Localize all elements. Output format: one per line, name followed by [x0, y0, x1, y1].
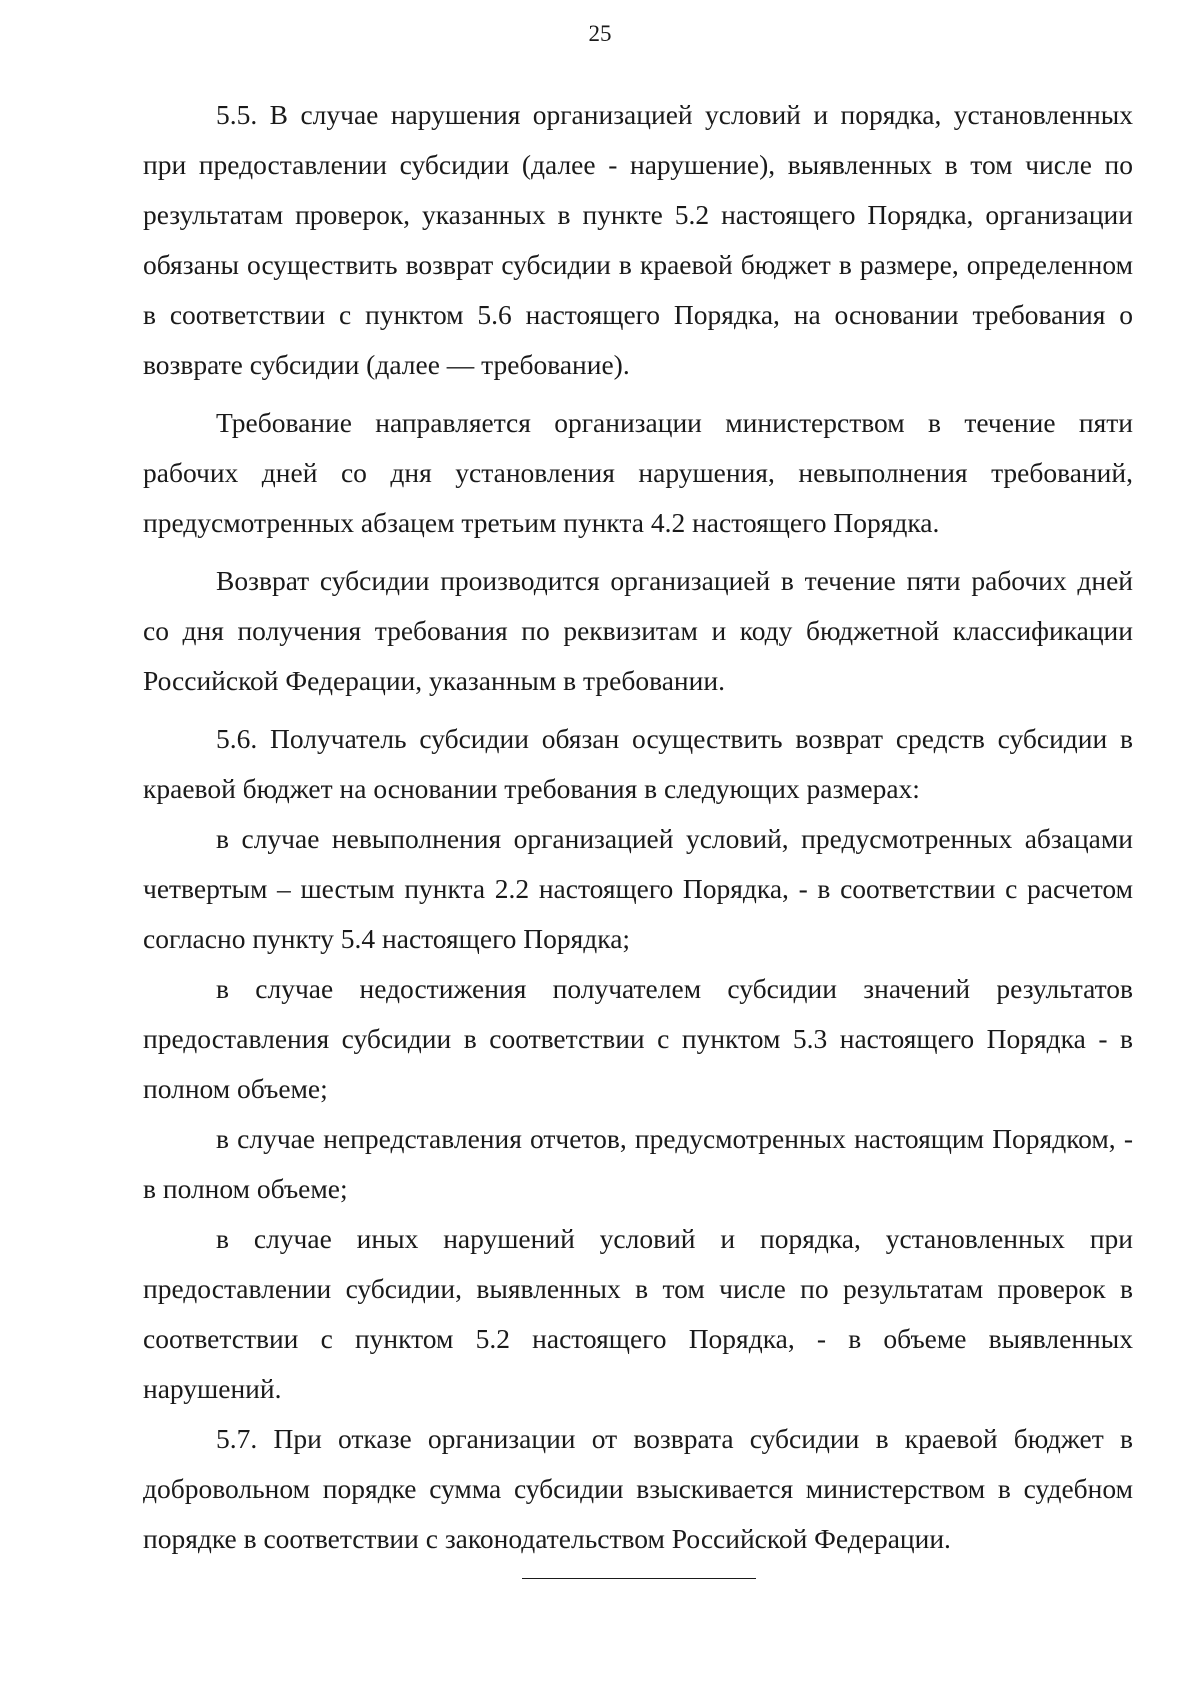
- paragraph-5-5: 5.5. В случае нарушения организацией условий и порядка, установленных при предоставлении субсидии (далее - нарушение), выявленных в том числе по результатам проверок, указанных в пункте 5.2 настоящего Порядка, организации обязаны осуществить возврат субсидии в краевой бюджет в размере, определенном в соответствии с пунктом 5.6 настоящего Порядка, на основании требования о возврате субсидии (далее — требование).: [143, 99, 1133, 380]
- paragraph-5-7: 5.7. При отказе организации от возврата субсидии в краевой бюджет в добровольном порядке сумма субсидии взыскивается министерством в судебном порядке в соответствии с законодательством Российской Федерации.: [143, 1423, 1133, 1554]
- list-item-no-reports: в случае непредставления отчетов, предусмотренных настоящим Порядком, - в полном объеме;: [143, 1123, 1133, 1204]
- document-body: [143, 90, 1133, 1564]
- list-item-non-achievement: в случае недостижения получателем субсидии значений результатов предоставления субсидии в соответствии с пунктом 5.3 настоящего Порядка - в полном объеме;: [143, 973, 1133, 1104]
- page-number: 25: [588, 21, 612, 46]
- closing-divider: [522, 1578, 756, 1579]
- list-item-other-violations: в случае иных нарушений условий и порядка, установленных при предоставлении субсидии, выявленных в том числе по результатам проверок в соответствии с пунктом 5.2 настоящего Порядка, - в объеме выявленных нарушений.: [143, 1223, 1133, 1404]
- list-item-non-fulfillment: в случае невыполнения организацией условий, предусмотренных абзацами четвертым – шестым пункта 2.2 настоящего Порядка, - в соответствии с расчетом согласно пункту 5.4 настоящего Порядка;: [143, 823, 1133, 954]
- paragraph-requirement-sent: Требование направляется организации министерством в течение пяти рабочих дней со дня установления нарушения, невыполнения требований, предусмотренных абзацем третьим пункта 4.2 настоящего Порядка.: [143, 407, 1133, 538]
- paragraph-5-6: 5.6. Получатель субсидии обязан осуществить возврат средств субсидии в краевой бюджет на основании требования в следующих размерах:: [143, 723, 1133, 804]
- paragraph-subsidy-return: Возврат субсидии производится организацией в течение пяти рабочих дней со дня получения требования по реквизитам и коду бюджетной классификации Российской Федерации, указанным в требовании.: [143, 565, 1133, 696]
